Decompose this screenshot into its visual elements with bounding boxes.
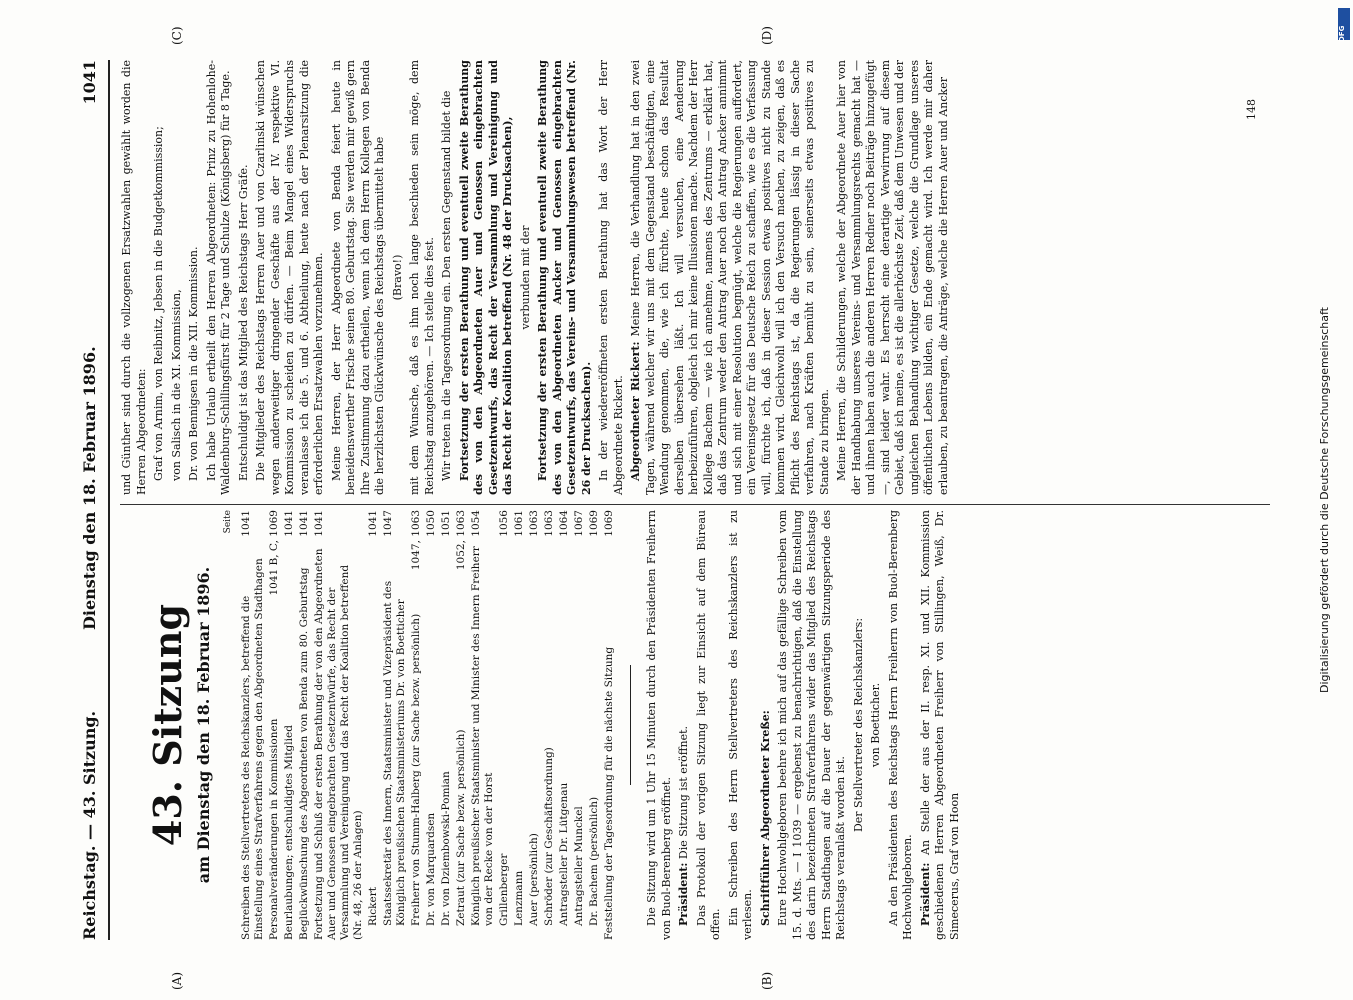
paragraph-text: In der wiedereröffneten ersten Berathung hat das Wort der Herr Abgeordnete Rickert. <box>597 60 625 495</box>
toc-entry <box>588 510 601 940</box>
paragraph-text: An den Präsidenten des Reichstags Herrn Freiherrn von Buol-Berenberg Hochwohlgeboren. <box>886 510 914 940</box>
toc-entry-page: 1052, 1063 <box>455 510 467 571</box>
toc-entry-text: Auer (persönlich) <box>528 833 540 926</box>
session-date: am Dienstag den 18. Februar 1896. <box>194 566 213 884</box>
speaker-name: Abgeordneter Rickert: <box>629 341 642 481</box>
paragraph-text: Die Mitglieder des Reichstags Herren Auer und von Czarlinski wünschen wegen anderweitiger dringender Geschäfte aus der IV. respektive VI. Kommission zu scheiden zu dürfen. — Beim Mangel eines Widerspruchs veranlasse ich die 5. und 6. Abtheilung, heute nach der Plenarsitzung die erforderlichen Ersatzwahlen vorzunehmen. <box>254 60 325 495</box>
toc-entry <box>573 510 586 940</box>
speaker-name: Schriftführer Abgeordneter Kreße: <box>758 710 772 926</box>
right-body-text <box>120 60 951 495</box>
toc-entry-page: 1041 <box>283 510 295 537</box>
session-title: 43. Sitzung <box>145 603 190 847</box>
paragraph <box>677 510 692 940</box>
paragraph-text: von Boetticher. <box>869 682 882 768</box>
paragraph <box>187 60 202 495</box>
paragraph-text: von Salisch in die XI. Kommission, <box>169 289 183 481</box>
paragraph <box>408 60 437 495</box>
digitization-note <box>1318 20 1334 980</box>
toc-entry <box>410 510 423 940</box>
paragraph <box>237 60 252 495</box>
toc-entry-text: Personalveränderungen in Kommissionen <box>268 718 280 940</box>
header-date: Dienstag den 18. Februar 1896. <box>80 346 99 630</box>
toc-entry-page: 1041 <box>298 510 310 537</box>
paragraph <box>887 510 916 940</box>
toc-entry-text: Zetraut (zur Sache bezw. persönlich) <box>455 729 467 926</box>
paragraph-text: Fortsetzung der ersten Berathung und eventuell zweite Berathung des von den Abgeordneten Auer und Genossen eingebrachten Gesetzentwurfs, das Recht der Versammlung und Vereinigung und das Recht der Koalition betreffend (Nr. 48 der Drucksachen), <box>457 60 514 495</box>
paragraph <box>120 60 149 495</box>
toc-entry <box>268 510 281 940</box>
speaker-name: Präsident: <box>918 862 932 926</box>
paragraph <box>254 60 327 495</box>
toc-entry-page: 1063 <box>543 510 555 537</box>
paragraph-text: mit dem Wunsche, daß es ihm noch lange beschieden sein möge, dem Reichstag anzugehören. — Ich stelle dies fest. <box>408 60 436 495</box>
toc-entry <box>440 510 453 940</box>
toc-entry-page: 1064 <box>558 510 570 537</box>
paragraph <box>852 510 867 940</box>
toc-entry-page: 1054 <box>470 510 482 537</box>
toc-entry <box>313 510 365 940</box>
paragraph <box>597 60 626 495</box>
paragraph <box>645 510 674 940</box>
toc-entry-page: 1041 <box>240 510 252 537</box>
toc-entry <box>382 510 408 940</box>
paragraph <box>835 60 951 495</box>
paragraph-text: verbunden mit der <box>518 225 532 330</box>
paragraph-text: Die Sitzung ist eröffnet. <box>677 725 690 860</box>
right-column <box>120 60 1270 495</box>
paragraph <box>330 60 388 495</box>
toc-entry <box>513 510 526 940</box>
toc-entry <box>558 510 571 940</box>
dfg-logo-text: DFG <box>1338 25 1346 42</box>
paragraph-text: Meine Herren, die Schilderungen, welche der Abgeordnete Auer hier von der Handhabung unseres Vereins- und Versammlungsrechts gemacht hat — und ihnen haben auch die anderen Herren Redner noch Beiträge hinzugefügt —, sind leider wahr. Es herrscht eine derartige Verwirrung auf diesem Gebiet, daß ich meine, es ist die allerhöchste Zeit, daß dem Unwesen und der ungleichen Behandlung wichtiger Gesetze, welche die Grundlage unseres öffentlichen Lebens bilden, ein Ende gemacht wird. Ich werde mir daher erlauben, zu beantragen, die Anträge, welche die Herren Auer und Ancker <box>835 60 950 495</box>
toc-entry <box>498 510 511 940</box>
toc-entry-page: 1041 B, C, 1069 <box>268 510 280 596</box>
paragraph <box>152 60 167 495</box>
paragraph-text: Meine Herren, der Herr Abgeordnete von Benda feiert heute in beneidenswerther Frische seinen 80. Geburtstag. Sie werden mir gewiß gern Ihre Zustimmung dazu ertheilen, wenn ich dem Herrn Kollegen von Benda die herzlichsten Glückwünsche des Reichstags übermittelt habe <box>329 60 386 495</box>
toc-entry-text: Rickert <box>367 887 379 926</box>
column-divider <box>120 504 1270 505</box>
toc-entry-page: 1067 <box>573 510 585 537</box>
paragraph <box>391 60 406 495</box>
toc-entry-text: Dr. von Marquardsen <box>425 812 437 926</box>
toc-entry <box>470 510 496 940</box>
section-divider <box>630 665 631 785</box>
paragraph <box>727 510 756 940</box>
toc-entry-text: Schreiben des Stellvertreters des Reichskanzlers, betreffend die Einstellung eines Strafverfahrens gegen den Abgeordneten Stadthagen <box>240 558 265 940</box>
table-of-contents <box>240 510 616 940</box>
paragraph-text: Entschuldigt ist das Mitglied des Reichstags Herr Gräfe. <box>236 164 250 481</box>
paragraph-text: Wir treten in die Tagesordnung ein. Den ersten Gegenstand bildet die <box>440 90 453 481</box>
header-rule <box>108 60 110 940</box>
paragraph <box>205 60 234 495</box>
toc-entry-page: 1056 <box>498 510 510 537</box>
paragraph-text: Eure Hochwohlgeboren beehre ich mich auf das gefällige Schreiben vom 15. d. Mts. — I 1039 — ergebenst zu benachrichtigen, daß die Einstellung des darin bezeichneten Strafverfahrens wider das Mitglied des Reichstags Herrn Stadthagen auf die Dauer der gegenwärtigen Sitzungsperiode des Reichstags veranlaßt worden ist. <box>776 510 847 940</box>
toc-entry-page: 1050 <box>425 510 437 537</box>
toc-entry-text: Dr. Bachem (persönlich) <box>588 796 600 926</box>
toc-entry-text: Dr. von Dziembowski-Pomian <box>440 771 452 926</box>
paragraph <box>919 510 963 940</box>
toc-entry-text: Antragsteller Dr. Lütgenau <box>558 782 570 926</box>
paragraph <box>759 510 774 940</box>
left-body-text <box>645 510 962 940</box>
paragraph-text: und Günther sind durch die vollzogenen Ersatzwahlen gewählt worden die Herren Abgeordneten: <box>120 60 148 495</box>
margin-mark-d: (D) <box>760 26 774 45</box>
paragraph-text: Das Protokoll der vorigen Sitzung liegt zur Einsicht auf dem Büreau offen. <box>694 510 722 940</box>
paragraph <box>536 60 594 495</box>
paragraph-text: Fortsetzung der ersten Berathung und eventuell zweite Berathung des von den Abgeordneten Ancker und Genossen eingebrachten Gesetzentwurfs, das Vereins- und Versammlungswesen betreffend (Nr. 26 der Drucksachen). <box>536 60 593 495</box>
paragraph-text: Graf von Arnim, von Reibnitz, Jebsen in die Budgetkommission; <box>152 126 165 481</box>
toc-entry-page: 1047, 1063 <box>410 510 422 571</box>
paragraph <box>629 60 832 495</box>
paragraph-text: An Stelle der aus der II. resp. XI. und XII. Kommission geschiedenen Herren Abgeordneten Freiherr von Stillingen, Weiß, Dr. Simecerus, Graf von Hoon <box>918 510 961 940</box>
paragraph-text: Dr. von Bennigsen in die XII. Kommission. <box>187 246 200 481</box>
toc-entry <box>603 510 616 940</box>
dfg-logo <box>1338 8 1350 40</box>
seite-label: Seite <box>223 510 233 534</box>
toc-entry-text: Beurlaubungen; entschuldigtes Mitglied <box>283 725 295 940</box>
toc-entry-page: 1069 <box>588 510 600 537</box>
toc-entry-text: Fortsetzung und Schluß der ersten Berathung der von den Abgeordneten Auer und Genossen eingebrachten Gesetzentwürfe, das Recht der Versammlung und Vereinigung und das Recht der Koalition betreffend (Nr. 48, 26 der Anlagen) <box>313 548 364 940</box>
margin-mark-b: (B) <box>760 971 774 990</box>
paragraph <box>440 60 455 495</box>
toc-entry-page: 1051 <box>440 510 452 537</box>
paragraph-text: Der Stellvertreter des Reichskanzlers: <box>851 617 865 833</box>
toc-entry-text: Antragsteller Munckel <box>573 806 585 926</box>
digitization-note-text: Digitalisierung gefördert durch die Deutsche Forschungsgemeinschaft <box>1318 307 1331 693</box>
rotated-document-page <box>60 0 1290 1000</box>
speaker-name: Präsident: <box>677 862 690 926</box>
page-header <box>70 60 110 940</box>
toc-entry <box>283 510 296 940</box>
left-column <box>120 510 1270 940</box>
toc-entry-page: 1061 <box>513 510 525 537</box>
toc-entry-page: 1041 <box>313 510 325 537</box>
toc-entry-text: Feststellung der Tagesordnung für die nächste Sitzung <box>603 646 615 940</box>
paragraph-text: Meine Herren, die Verhandlung hat in den zwei Tagen, während welcher wir uns mit dem Gegenstand beschäftigten, eine Wendung genommen, die, wie ich fürchte, heute schon das Resultat derselben übersehen läßt. Ich will versuchen, eine Aenderung herbeizuführen, obgleich ich mir keine Illusionen mache. Nachdem der Herr Kollege Bachem — wie ich annehme, namens des Zentrums — erklärt hat, daß das Zentrum weder den Antrag Auer noch den Antrag Ancker annimmt und sich mit einer Resolution begnügt, welche die Regierungen auffordert, ein Vereinsgesetz für das Deutsche Reich zu schaffen, wie es die Verfassung will, fürchte ich, daß in dieser Session etwas positives nicht zu Stande kommen wird. Gleichwohl will ich den Versuch machen, zu zeigen, daß es Pflicht des Reichstags ist, da die Regierungen lässig in dieser Sache verfahren, nach Kräften bemüht zu sein, seinerseits etwas positives zu Stande zu bringen. <box>629 60 831 495</box>
toc-entry-text: Königlich preußischer Staatsminister und Minister des Innern Freiherr von der Recke von der Horst <box>470 546 495 926</box>
paragraph <box>458 60 516 495</box>
toc-entry-page: 1047 <box>382 510 394 537</box>
toc-entry-text: Freiherr von Stumm-Halberg (zur Sache bezw. persönlich) <box>410 613 422 926</box>
margin-mark-c: (C) <box>170 26 184 45</box>
toc-entry-text: Staatssekretär des Innern, Staatsminister und Vizepräsident des Königlich preußischen Staatsministeriums Dr. von Boetticher <box>382 580 407 926</box>
paragraph <box>776 510 849 940</box>
toc-entry-page: 1041 <box>367 510 379 537</box>
toc-entry-page: 1063 <box>528 510 540 537</box>
toc-entry-text: Beglückwünschung des Abgeordneten von Benda zum 80. Geburtstag <box>298 567 310 940</box>
paragraph-text: Ein Schreiben des Herrn Stellvertreters des Reichskanzlers ist zu verlesen. <box>726 510 754 940</box>
paragraph-text: (Bravo!) <box>390 254 404 301</box>
footer-number: 148 <box>1245 99 1258 120</box>
toc-entry <box>367 510 380 940</box>
header-page-number: 1041 <box>80 60 99 105</box>
paragraph <box>869 510 884 940</box>
toc-entry <box>543 510 556 940</box>
paragraph <box>695 510 724 940</box>
toc-entry <box>298 510 311 940</box>
toc-entry-text: Lenzmann <box>513 870 525 926</box>
toc-entry <box>528 510 541 940</box>
toc-entry-page: 1069 <box>603 510 615 537</box>
toc-entry <box>240 510 266 940</box>
paragraph <box>170 60 185 495</box>
toc-entry <box>455 510 468 940</box>
toc-entry-text: Schröder (zur Geschäftsordnung) <box>543 747 555 926</box>
paragraph-text: Ich habe Urlaub ertheilt den Herren Abgeordneten: Prinz zu Hohenlohe-Waldenburg-Schillingsfürst für 2 Tage und Schulze (Königsberg) für 8 Tage. <box>204 60 232 495</box>
toc-entry <box>425 510 438 940</box>
paragraph <box>519 60 534 495</box>
paragraph-text: Die Sitzung wird um 1 Uhr 15 Minuten durch den Präsidenten Freiherrn von Buol-Berenberg eröffnet. <box>645 510 673 940</box>
margin-mark-a: (A) <box>170 971 184 990</box>
toc-entry-text: Grillenberger <box>498 853 510 926</box>
header-left: Reichstag. — 43. Sitzung. <box>80 710 99 940</box>
